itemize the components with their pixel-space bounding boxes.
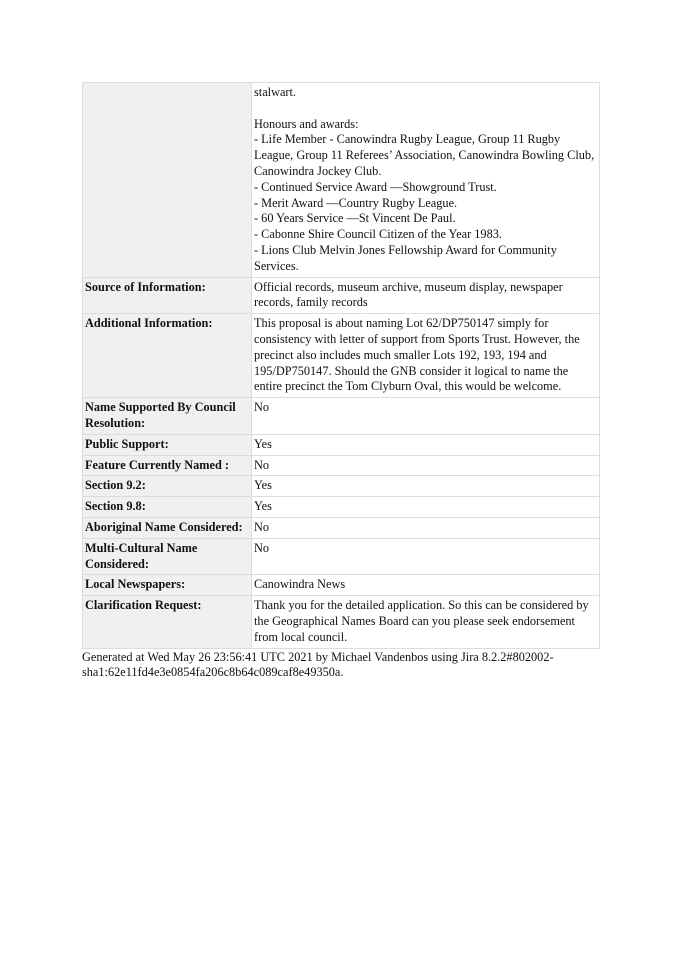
value-line: - Merit Award —Country Rugby League. xyxy=(254,195,458,210)
field-table xyxy=(82,82,600,649)
value-line: Honours and awards: xyxy=(254,116,359,131)
field-label: Section 9.2: xyxy=(83,476,252,497)
field-value: Yes xyxy=(252,497,600,518)
field-label xyxy=(83,83,252,278)
field-label: Clarification Request: xyxy=(83,596,252,648)
table-row xyxy=(83,434,600,455)
field-label: Multi-Cultural Name Considered: xyxy=(83,538,252,575)
field-value: Thank you for the detailed application. So this can be considered by the Geographical Names Board can you please seek endorsement from local council. xyxy=(252,596,600,648)
field-value: This proposal is about naming Lot 62/DP750147 simply for consistency with letter of support from Sports Trust. However, the precinct also includes much smaller Lots 192, 193, 194 and 195/DP750147. Should the GNB consider it logical to name the entire precinct the Tom Clyburn Oval, this would be welcome. xyxy=(252,314,600,398)
table-row xyxy=(83,538,600,575)
field-value: No xyxy=(252,538,600,575)
field-value: Yes xyxy=(252,434,600,455)
field-label: Source of Information: xyxy=(83,277,252,314)
field-label: Local Newspapers: xyxy=(83,575,252,596)
value-line: - Life Member - Canowindra Rugby League, Group 11 Rugby League, Group 11 Referees’ Association, Canowindra Bowling Club, Canowindra Jockey Club. xyxy=(254,132,595,178)
field-label: Section 9.8: xyxy=(83,497,252,518)
table-row xyxy=(83,575,600,596)
field-label: Feature Currently Named : xyxy=(83,455,252,476)
value-line: - Lions Club Melvin Jones Fellowship Award for Community Services. xyxy=(254,242,557,273)
field-label: Name Supported By Council Resolution: xyxy=(83,398,252,435)
field-value: Yes xyxy=(252,476,600,497)
document-page xyxy=(82,82,600,681)
value-line: - 60 Years Service —St Vincent De Paul. xyxy=(254,211,456,226)
generated-footer: Generated at Wed May 26 23:56:41 UTC 2021 by Michael Vandenbos using Jira 8.2.2#802002-sha1:62e11fd4e3e0854fa206c8b64c089caf8e49350a. xyxy=(82,649,554,680)
table-row xyxy=(83,277,600,314)
table-row xyxy=(83,476,600,497)
value-line: - Continued Service Award —Showground Trust. xyxy=(254,179,497,194)
field-label: Additional Information: xyxy=(83,314,252,398)
field-label: Public Support: xyxy=(83,434,252,455)
value-line: - Cabonne Shire Council Citizen of the Year 1983. xyxy=(254,227,502,242)
table-row xyxy=(83,596,600,648)
table-row xyxy=(83,83,600,278)
table-row xyxy=(83,314,600,398)
value-line: stalwart. xyxy=(254,85,297,99)
field-value: No xyxy=(252,455,600,476)
table-row xyxy=(83,517,600,538)
table-row xyxy=(83,455,600,476)
paragraph-gap xyxy=(254,101,597,117)
field-value xyxy=(252,83,600,278)
field-value: Canowindra News xyxy=(252,575,600,596)
table-row xyxy=(83,398,600,435)
field-value: Official records, museum archive, museum display, newspaper records, family records xyxy=(252,277,600,314)
field-value: No xyxy=(252,398,600,435)
field-label: Aboriginal Name Considered: xyxy=(83,517,252,538)
table-row xyxy=(83,497,600,518)
field-value: No xyxy=(252,517,600,538)
